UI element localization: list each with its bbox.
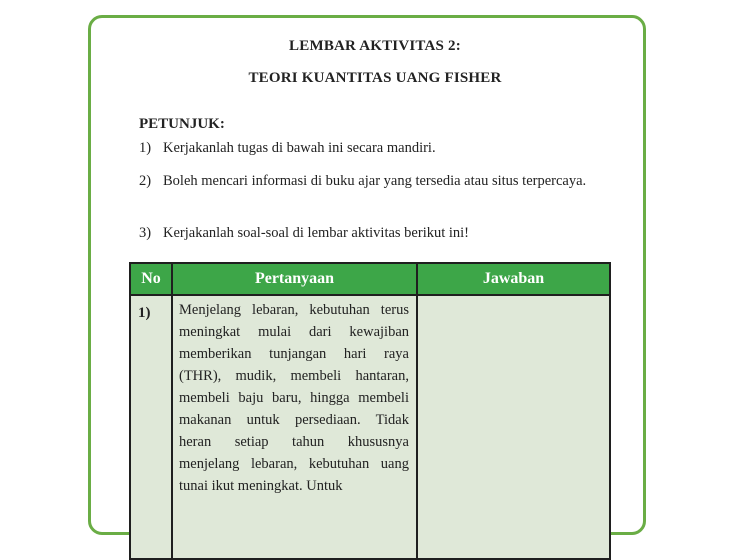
instruction-number: 2) — [139, 173, 152, 189]
instruction-number: 1) — [139, 140, 152, 156]
instruction-text: Kerjakanlah tugas di bawah ini secara mandiri. — [163, 140, 436, 156]
column-header-no: No — [130, 263, 172, 295]
question-cell — [172, 295, 417, 559]
question-table — [129, 262, 611, 560]
instruction-number: 3) — [139, 225, 152, 241]
instructions-heading: PETUNJUK: — [139, 116, 225, 132]
sheet-title: LEMBAR AKTIVITAS 2: — [289, 38, 461, 54]
table-row — [130, 295, 610, 559]
instruction-text: Boleh mencari informasi di buku ajar yang tersedia atau situs terpercaya. — [163, 173, 587, 189]
answer-cell[interactable] — [417, 295, 610, 559]
row-number-cell — [130, 295, 172, 559]
row-number: 1) — [138, 305, 151, 321]
column-header-answer: Jawaban — [417, 263, 610, 295]
sheet-subtitle: TEORI KUANTITAS UANG FISHER — [248, 70, 502, 86]
column-header-question: Pertanyaan — [172, 263, 417, 295]
table-header-row — [130, 263, 610, 295]
question-text: Menjelang lebaran, kebutuhan terus meningkat mulai dari kewajiban memberikan tunjangan hari raya (THR), mudik, membeli hantaran, membeli baju baru, hingga membeli makanan untuk persediaan. Tidak heran setiap tahun khususnya menjelang lebaran, kebutuhan uang tunai ikut meningkat. Untuk — [179, 302, 409, 494]
instruction-text: Kerjakanlah soal-soal di lembar aktivitas berikut ini! — [163, 225, 470, 241]
